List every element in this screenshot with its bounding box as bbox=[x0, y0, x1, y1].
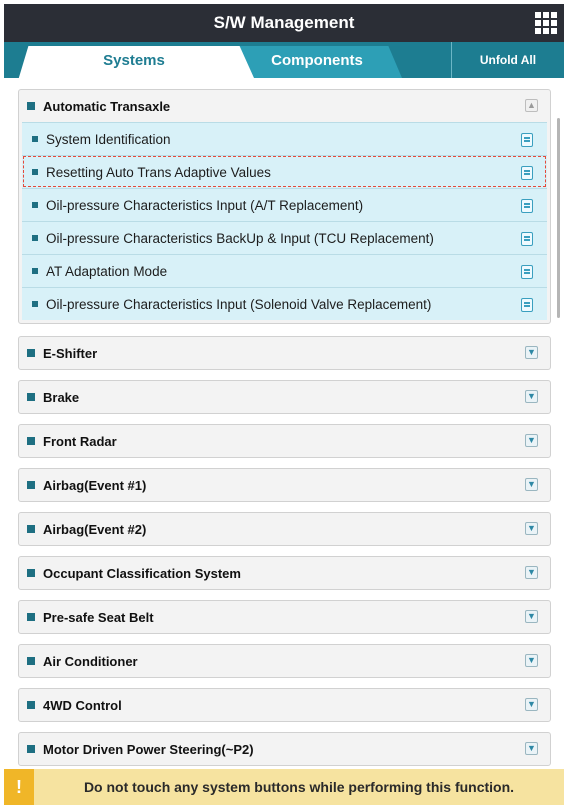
group-label: Brake bbox=[43, 389, 80, 405]
item-label: Oil-pressure Characteristics Input (A/T Replacement) bbox=[46, 197, 364, 213]
group-label: Front Radar bbox=[43, 433, 117, 449]
item-label: Oil-pressure Characteristics BackUp & Input (TCU Replacement) bbox=[46, 230, 434, 246]
group-header[interactable] bbox=[19, 469, 550, 501]
expand-arrow-icon[interactable]: ▼ bbox=[525, 478, 538, 491]
bullet-icon bbox=[32, 268, 38, 274]
list-item[interactable] bbox=[22, 122, 547, 155]
group-occupant-classification[interactable] bbox=[18, 556, 551, 590]
list-item-selected[interactable] bbox=[22, 155, 547, 188]
expand-arrow-icon[interactable]: ▼ bbox=[525, 566, 538, 579]
expand-arrow-icon[interactable]: ▼ bbox=[525, 522, 538, 535]
group-label: Airbag(Event #1) bbox=[43, 477, 147, 493]
group-pre-safe-seat-belt[interactable] bbox=[18, 600, 551, 634]
bullet-icon bbox=[32, 136, 38, 142]
group-label: E-Shifter bbox=[43, 345, 98, 361]
group-e-shifter[interactable] bbox=[18, 336, 551, 370]
list-item[interactable] bbox=[22, 287, 547, 320]
expand-arrow-icon[interactable]: ▼ bbox=[525, 434, 538, 447]
bullet-icon bbox=[32, 169, 38, 175]
document-icon[interactable] bbox=[521, 232, 533, 246]
group-motor-driven-power-steering[interactable] bbox=[18, 732, 551, 766]
bullet-icon bbox=[27, 393, 35, 401]
group-header[interactable] bbox=[19, 733, 550, 765]
bullet-icon bbox=[27, 525, 35, 533]
document-icon[interactable] bbox=[521, 265, 533, 279]
document-icon[interactable] bbox=[521, 199, 533, 213]
group-automatic-transaxle[interactable] bbox=[18, 89, 551, 324]
page-title: S/W Management bbox=[213, 13, 355, 32]
group-header[interactable] bbox=[19, 425, 550, 457]
group-4wd-control[interactable] bbox=[18, 688, 551, 722]
bullet-icon bbox=[27, 349, 35, 357]
warning-message: Do not touch any system buttons while performing this function. bbox=[83, 779, 515, 795]
expand-arrow-icon[interactable]: ▼ bbox=[525, 654, 538, 667]
list-item[interactable] bbox=[22, 221, 547, 254]
item-label: Resetting Auto Trans Adaptive Values bbox=[46, 164, 271, 180]
grid-menu-icon[interactable] bbox=[534, 11, 558, 35]
group-front-radar[interactable] bbox=[18, 424, 551, 458]
tab-components[interactable] bbox=[232, 42, 402, 78]
document-icon[interactable] bbox=[521, 166, 533, 180]
title-bar bbox=[4, 4, 564, 42]
list-item[interactable] bbox=[22, 188, 547, 221]
group-label: Pre-safe Seat Belt bbox=[43, 609, 154, 625]
bullet-icon bbox=[32, 235, 38, 241]
tab-components-label: Components bbox=[271, 51, 363, 69]
warning-banner bbox=[4, 769, 564, 805]
list-item[interactable] bbox=[22, 254, 547, 287]
group-label: Automatic Transaxle bbox=[43, 98, 171, 114]
group-label: Air Conditioner bbox=[43, 653, 138, 669]
bullet-icon bbox=[27, 481, 35, 489]
warning-icon: ! bbox=[4, 769, 34, 805]
group-header[interactable] bbox=[19, 381, 550, 413]
group-airbag-event-1[interactable] bbox=[18, 468, 551, 502]
document-icon[interactable] bbox=[521, 133, 533, 147]
item-label: AT Adaptation Mode bbox=[46, 263, 168, 279]
item-label: System Identification bbox=[46, 131, 171, 147]
tab-bar bbox=[4, 42, 564, 78]
bullet-icon bbox=[27, 745, 35, 753]
tab-systems[interactable] bbox=[14, 42, 254, 78]
scrollbar[interactable] bbox=[557, 118, 560, 318]
group-header[interactable] bbox=[19, 557, 550, 589]
system-list[interactable] bbox=[4, 78, 564, 768]
group-header[interactable] bbox=[19, 90, 550, 122]
expand-arrow-icon[interactable]: ▼ bbox=[525, 742, 538, 755]
bullet-icon bbox=[27, 102, 35, 110]
group-header[interactable] bbox=[19, 601, 550, 633]
bullet-icon bbox=[27, 657, 35, 665]
item-label: Oil-pressure Characteristics Input (Solenoid Valve Replacement) bbox=[46, 296, 432, 312]
bullet-icon bbox=[27, 437, 35, 445]
bullet-icon bbox=[27, 701, 35, 709]
group-brake[interactable] bbox=[18, 380, 551, 414]
group-airbag-event-2[interactable] bbox=[18, 512, 551, 546]
bullet-icon bbox=[27, 569, 35, 577]
group-header[interactable] bbox=[19, 337, 550, 369]
bullet-icon bbox=[32, 301, 38, 307]
tab-systems-label: Systems bbox=[103, 51, 165, 69]
expand-arrow-icon[interactable]: ▼ bbox=[525, 346, 538, 359]
document-icon[interactable] bbox=[521, 298, 533, 312]
expand-arrow-icon[interactable]: ▼ bbox=[525, 390, 538, 403]
group-air-conditioner[interactable] bbox=[18, 644, 551, 678]
unfold-all-button[interactable]: Unfold All bbox=[451, 42, 564, 78]
group-label: 4WD Control bbox=[43, 697, 122, 713]
group-header[interactable] bbox=[19, 689, 550, 721]
group-label: Motor Driven Power Steering(~P2) bbox=[43, 741, 254, 757]
group-label: Occupant Classification System bbox=[43, 565, 241, 581]
bullet-icon bbox=[32, 202, 38, 208]
group-header[interactable] bbox=[19, 513, 550, 545]
expand-arrow-icon[interactable]: ▼ bbox=[525, 610, 538, 623]
group-header[interactable] bbox=[19, 645, 550, 677]
collapse-arrow-icon[interactable]: ▲ bbox=[525, 99, 538, 112]
bullet-icon bbox=[27, 613, 35, 621]
expand-arrow-icon[interactable]: ▼ bbox=[525, 698, 538, 711]
group-label: Airbag(Event #2) bbox=[43, 521, 147, 537]
